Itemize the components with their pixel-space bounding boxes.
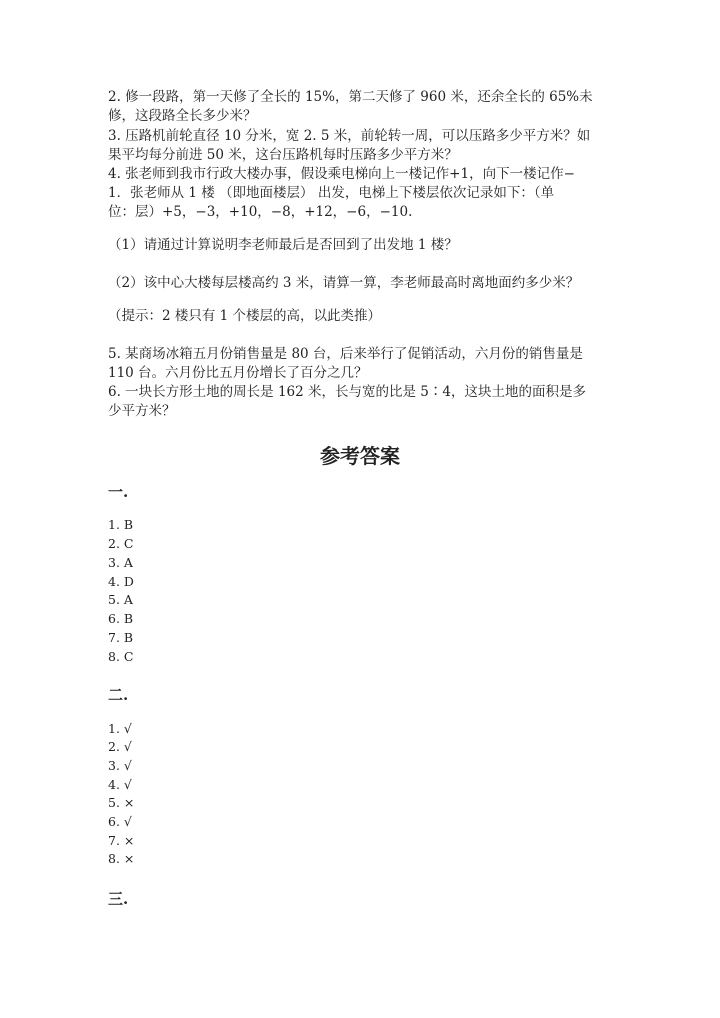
answer-item: 6. B: [108, 611, 134, 626]
question-line: 5. 某商场冰箱五月份销售量是 80 台，后来举行了促销活动，六月份的销售量是: [108, 346, 583, 362]
answer-item: 1. B: [108, 517, 134, 532]
question-line: （1）请通过计算说明李老师最后是否回到了出发地 1 楼？: [108, 237, 458, 253]
question-line: 1．张老师从 1 楼 （即地面楼层） 出发，电梯上下楼层依次记录如下：（单: [108, 185, 555, 201]
answer-item: 5. A: [108, 592, 133, 607]
question-line: 位：层）+5，−3，+10，−8，+12，−6，−10.: [108, 204, 413, 220]
section-heading: 二.: [108, 686, 129, 704]
question-line: （提示：2 楼只有 1 个楼层的高，以此类推）: [108, 308, 382, 324]
answer-item: 7. B: [108, 630, 134, 645]
question-line: 少平方米？: [108, 403, 176, 419]
question-line: 2. 修一段路，第一天修了全长的 15%，第二天修了 960 米，还余全长的 65%未: [108, 89, 593, 105]
answer-item: 2. √: [108, 739, 132, 754]
answers-title: 参考答案: [320, 444, 400, 468]
answer-item: 4. √: [108, 777, 132, 792]
question-line: 修，这段路全长多少米？: [108, 108, 257, 124]
question-line: 4. 张老师到我市行政大楼办事，假设乘电梯向上一楼记作+1，向下一楼记作−: [108, 166, 575, 182]
answer-item: 8. ×: [108, 851, 135, 866]
question-line: 6. 一块长方形土地的周长是 162 米，长与宽的比是 5∶4，这块土地的面积是多: [108, 384, 586, 400]
answer-item: 1. √: [108, 721, 132, 736]
question-line: 果平均每分前进 50 米，这台压路机每时压路多少平方米？: [108, 147, 458, 163]
answer-item: 3. A: [108, 555, 133, 570]
answer-item: 5. ×: [108, 795, 135, 810]
answer-item: 6. √: [108, 814, 132, 829]
question-line: 110 台。六月份比五月份增长了百分之几？: [108, 365, 368, 381]
section-heading: 三.: [108, 890, 129, 908]
question-line: 3. 压路机前轮直径 10 分米，宽 2. 5 米，前轮转一周，可以压路多少平方米？如: [108, 128, 591, 144]
answer-item: 7. ×: [108, 833, 135, 848]
section-heading: 一.: [108, 483, 129, 501]
answer-item: 8. C: [108, 649, 134, 664]
question-line: （2）该中心大楼每层楼高约 3 米，请算一算，李老师最高时离地面约多少米？: [108, 275, 580, 291]
answer-item: 3. √: [108, 758, 132, 773]
answer-item: 2. C: [108, 536, 134, 551]
answer-item: 4. D: [108, 574, 134, 589]
